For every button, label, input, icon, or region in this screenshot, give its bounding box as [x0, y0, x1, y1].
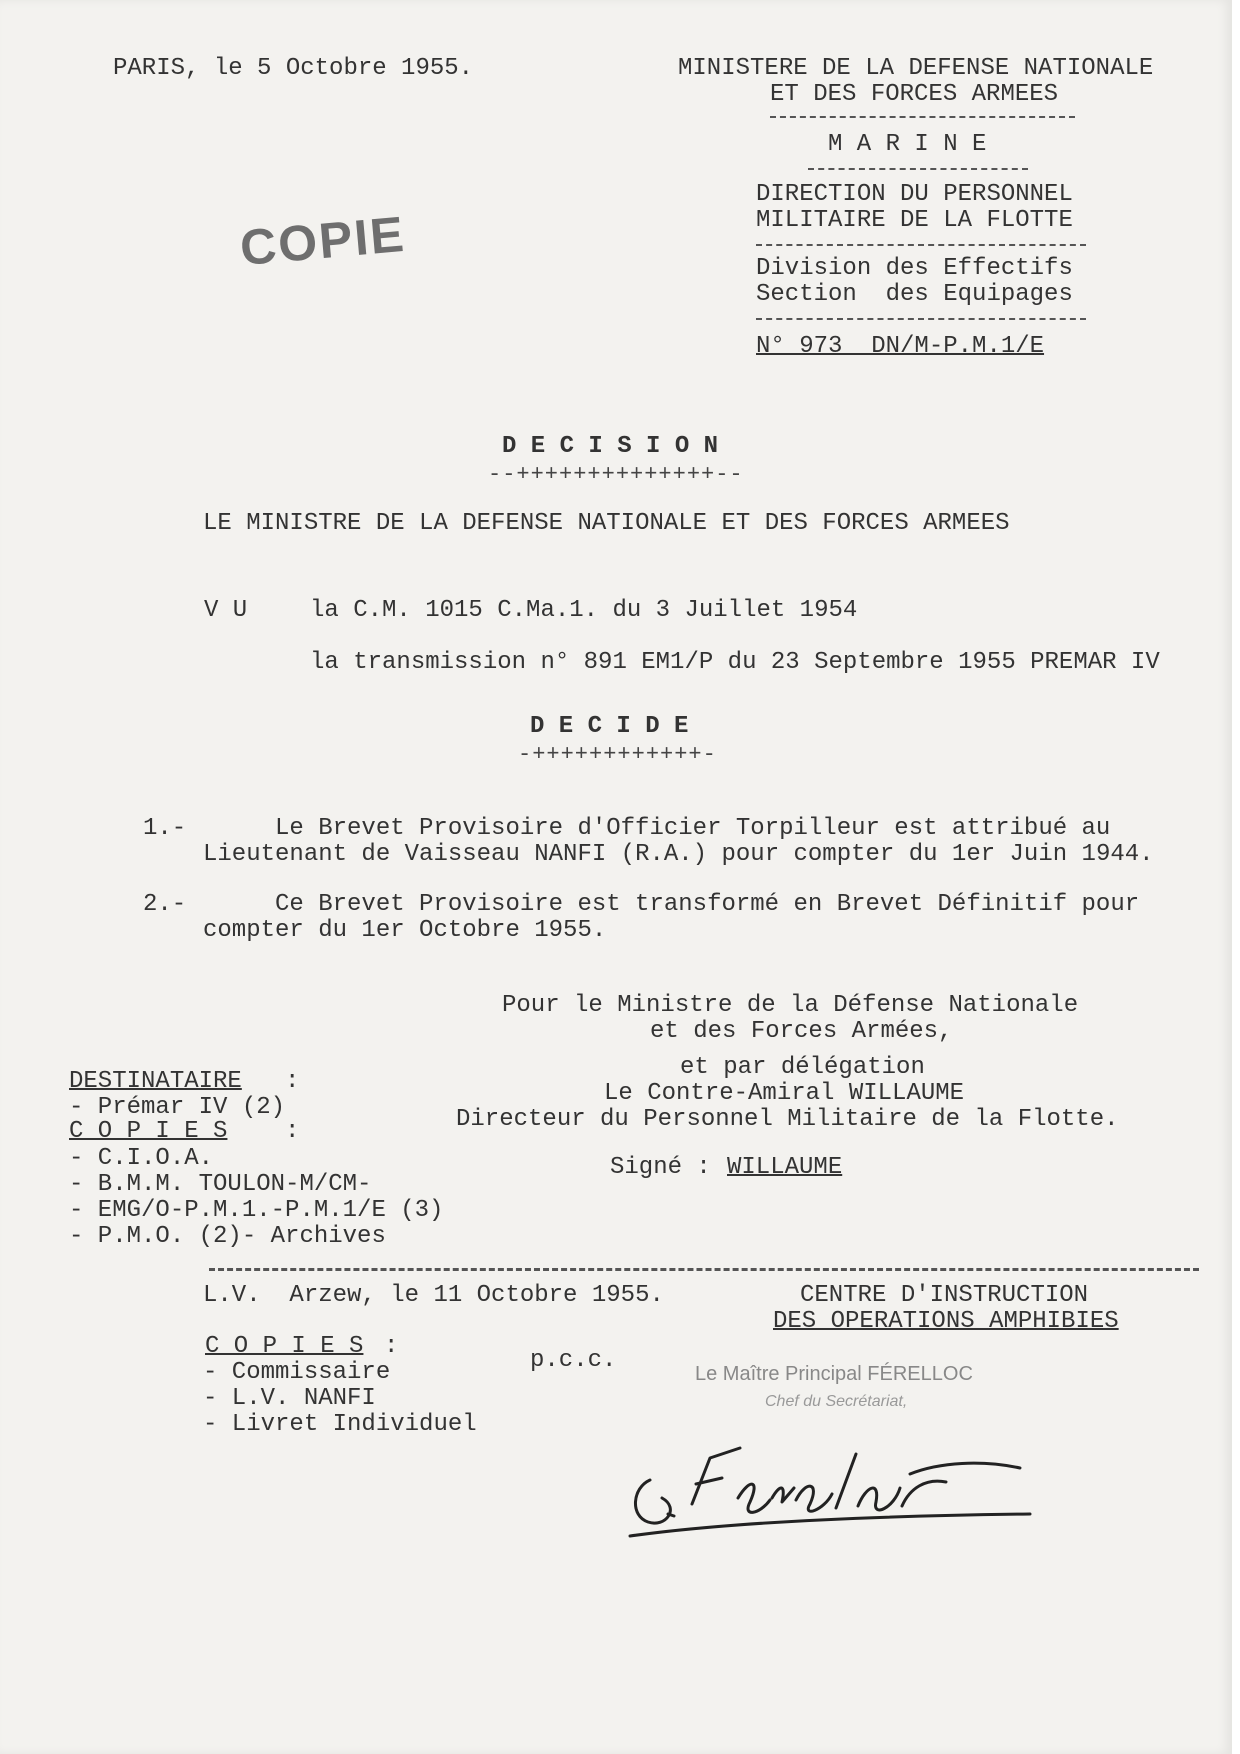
footer-divider [209, 1268, 1199, 1271]
item-1-line-1: Le Brevet Provisoire d'Officier Torpilleur est attribué au [275, 815, 1111, 842]
ministry-line-1: MINISTERE DE LA DEFENSE NATIONALE [678, 55, 1154, 82]
list-item: - L.V. NANFI [203, 1385, 376, 1412]
destinataire-colon: : [285, 1068, 300, 1095]
destinataire-item: - Prémar IV (2) [69, 1094, 286, 1121]
destinataire-label: DESTINATAIRE [69, 1068, 242, 1095]
list-item: - C.I.O.A. [69, 1145, 214, 1172]
signed-name: WILLAUME [727, 1154, 843, 1181]
vu-label: V U [204, 597, 248, 624]
divider [808, 168, 1028, 170]
minister-heading: LE MINISTRE DE LA DEFENSE NATIONALE ET DES FORCES ARMEES [203, 510, 1010, 537]
direction-line-1: DIRECTION DU PERSONNEL [756, 181, 1073, 208]
signature-line-2: et des Forces Armées, [650, 1018, 953, 1045]
copies-label: C O P I E S [69, 1118, 228, 1145]
marine-heading: M A R I N E [828, 131, 987, 158]
copies-colon: : [285, 1118, 300, 1145]
place-date: PARIS, le 5 Octobre 1955. [113, 55, 474, 82]
vu-line-1: la C.M. 1015 C.Ma.1. du 3 Juillet 1954 [310, 597, 858, 624]
handwritten-signature [610, 1418, 1050, 1578]
divider [756, 318, 1086, 320]
division-line-1: Division des Effectifs [756, 255, 1073, 282]
centre-line-2: DES OPERATIONS AMPHIBIES [773, 1308, 1119, 1335]
footer-place-date: L.V. Arzew, le 11 Octobre 1955. [203, 1282, 664, 1309]
footer-copies-colon: : [384, 1333, 399, 1360]
ministry-line-2: ET DES FORCES ARMEES [770, 81, 1059, 108]
signature-line-1: Pour le Ministre de la Défense Nationale [502, 992, 1079, 1019]
item-2-number: 2.- [143, 891, 187, 918]
item-2-line-1: Ce Brevet Provisoire est transformé en Brevet Définitif pour [275, 891, 1140, 918]
item-2-line-2: compter du 1er Octobre 1955. [203, 917, 607, 944]
list-item: - P.M.O. (2)- Archives [69, 1223, 386, 1250]
signature-line-4: Le Contre-Amiral WILLAUME [604, 1080, 965, 1107]
divider [770, 116, 1075, 118]
list-item: - Commissaire [203, 1359, 391, 1386]
footer-copies-label: C O P I E S [205, 1333, 364, 1360]
decide-title: D E C I D E [530, 713, 689, 740]
decision-title: D E C I S I O N [502, 433, 719, 460]
list-item: - EMG/O-P.M.1.-P.M.1/E (3) [69, 1197, 444, 1224]
item-1-line-2: Lieutenant de Vaisseau NANFI (R.A.) pour compter du 1er Juin 1944. [203, 841, 1154, 868]
list-item: - B.M.M. TOULON-M/CM- [69, 1171, 372, 1198]
ornament-rule: -++++++++++++- [518, 742, 717, 767]
secretariat-stamp-title: Chef du Secrétariat, [765, 1393, 908, 1410]
ornament-rule: --++++++++++++++-- [488, 462, 744, 487]
signed-label: Signé : [610, 1154, 711, 1181]
pcc-label: p.c.c. [530, 1347, 617, 1374]
item-1-number: 1.- [143, 815, 187, 842]
vu-line-2: la transmission n° 891 EM1/P du 23 Septembre 1955 PREMAR IV [310, 649, 1160, 676]
direction-line-2: MILITAIRE DE LA FLOTTE [756, 207, 1073, 234]
signature-line-5: Directeur du Personnel Militaire de la Flotte. [456, 1106, 1119, 1133]
divider [756, 244, 1086, 246]
list-item: - Livret Individuel [203, 1411, 477, 1438]
centre-line-1: CENTRE D'INSTRUCTION [800, 1282, 1089, 1309]
signature-line-3: et par délégation [680, 1054, 925, 1081]
secretariat-stamp-name: Le Maître Principal FÉRELLOC [695, 1363, 973, 1385]
copie-stamp: COPIE [237, 205, 408, 277]
reference-number: N° 973 DN/M-P.M.1/E [756, 333, 1045, 360]
division-line-2: Section des Equipages [756, 281, 1073, 308]
